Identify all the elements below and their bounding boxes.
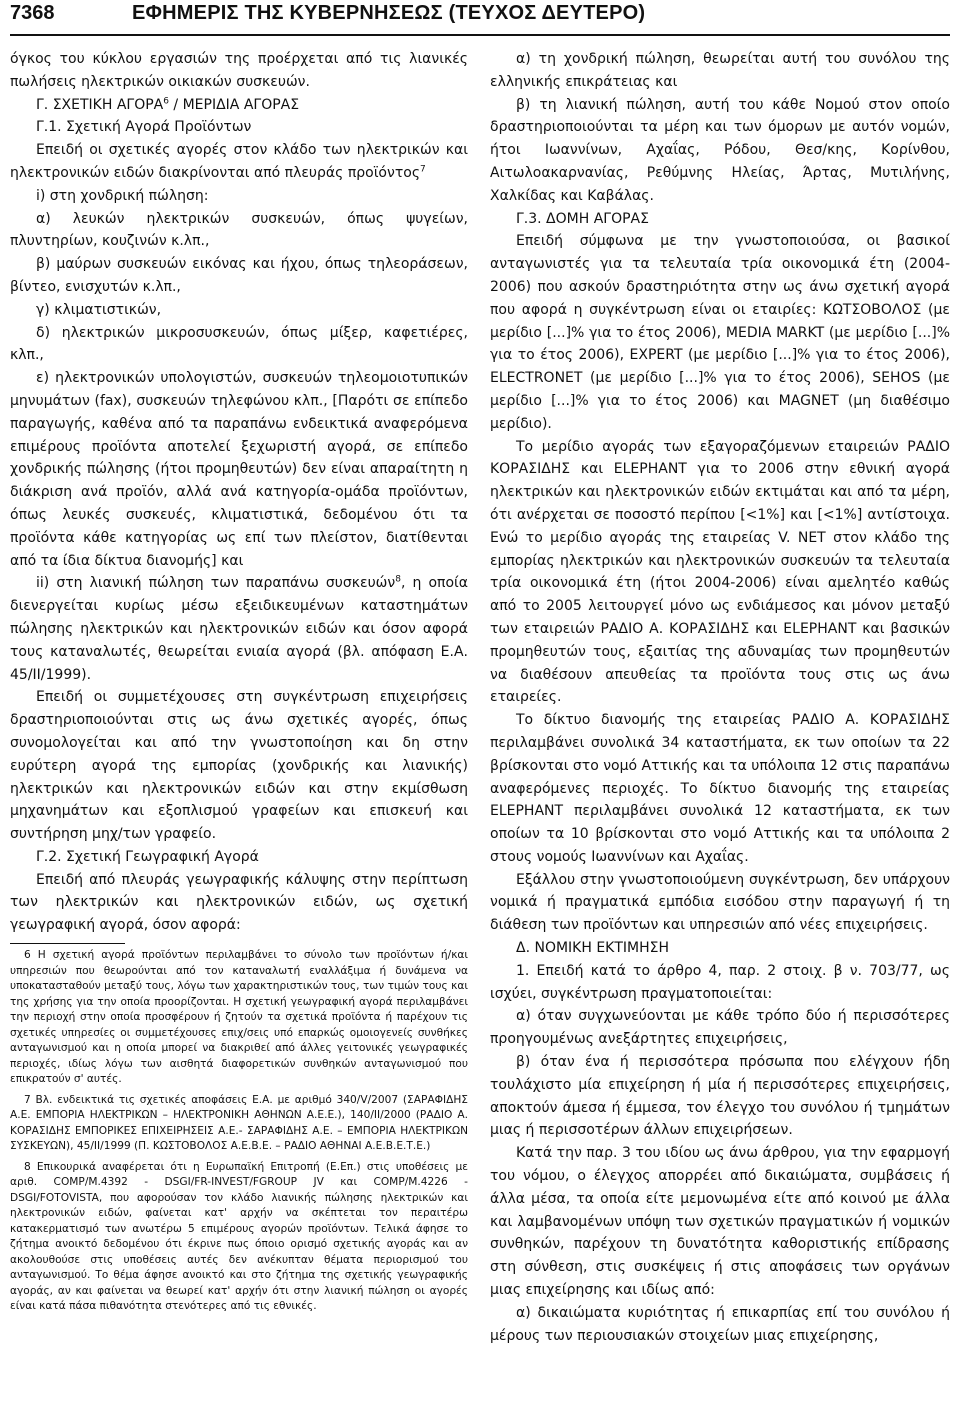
page-header [10,0,950,36]
section-heading: Δ. ΝΟΜΙΚΗ ΕΚΤΙΜΗΣΗ [516,940,670,957]
paragraph: 1. Επειδή κατά το άρθρο 4, παρ. 2 στοιχ. β ν. 703/77, ως ισχύει, συγκέντρωση πραγματοποιείται: [490,962,950,1002]
section-heading: Γ. ΣΧΕΤΙΚΗ ΑΓΟΡΑ$^6$ / ΜΕΡΙΔΙΑ ΑΓΟΡΑΣ [36,95,300,113]
list-item: δ) ηλεκτρικών μικροσυσκευών, όπως μίξερ, καφετιέρες, κλπ., [10,324,468,364]
footnote: 8 Επικουρικά αναφέρεται ότι η Ευρωπαϊκή Επιτροπή (Ε.Επ.) στις υποθέσεις με αριθ. COMP/M.4392 - DSGI/FR-INVEST/FGROUP JV και COMP/M.4226 - DSGI/FOTOVISTA, που αφορούσαν τον κλάδο λιανικής πώλησης ηλεκτρικών και ηλεκτρονικών ειδών, φαίνεται κατ' αρχήν να σκέπτεται τον περαιτέρω κατακερματισμό των ανωτέρω 5 επιμέρους αγορών προϊόντων. Τελικά άφησε το ζήτημα ανοικτό δεδομένου ότι έκρινε πως όποιο ορισμό σχετικής αγοράς και αν ακολουθούσε στις υποθέσεις αυτές δεν ανέκυπταν θέματα περιορισμού του ανταγωνισμού. Το θέμα άφησε ανοικτό και στο ζήτημα της σχετικής γεωγραφικής αγοράς, αν και φαίνεται να θεωρεί κατ' αρχήν ότι στην λιανική πώληση οι αγορές είναι κατά πάσα πιθανότητα στενότερες από τις εθνικές. [10,1160,468,1313]
footnote-ref: 7 [420,164,426,175]
list-item: α) δικαιώματα κυριότητας ή επικαρπίας επί του συνόλου ή μέρους των περιουσιακών στοιχείων μιας επιχείρησης, [490,1304,950,1344]
paragraph: Επειδή οι συμμετέχουσες στη συγκέντρωση επιχειρήσεις δραστηριοποιούνται στις ως άνω σχετικές αγορές, όπως συνομολογείται και από την γνωστοποίηση και δη στην ευρύτερη αγορά της εμπορίας (χονδρικής και λιανικής) ηλεκτρικών και ηλεκτρονικών ειδών και στην εκμίσθωση μηχανημάτων και εξοπλισμού γραφείων και επισκευή και συντήρηση μηχ/των γραφείο. [10,689,468,843]
left-column [10,48,468,1320]
list-item: ii) στη λιανική πώληση των παραπάνω συσκευών$^8$, η οποία διενεργείται κυρίως μέσω εξειδικευμένων καταστημάτων πώλησης ηλεκτρικών και ηλεκτρονικών ειδών και όσον αφορά τους καταναλωτές, θεωρείται ενιαία αγορά (βλ. απόφαση Ε.Α. 45/ΙΙ/1999). [10,574,468,683]
paragraph: Επειδή από πλευράς γεωγραφικής κάλυψης στην περίπτωση των ηλεκτρικών και ηλεκτρονικών ειδών, ως σχετική γεωγραφική αγορά, όσον αφορά: [10,871,468,934]
list-item: β) τη λιανική πώληση, αυτή του κάθε Νομού στον οποίο δραστηριοποιούνται τα μέρη και των όμορων με αυτόν νομών, ήτοι Ιωαννίνων, Αχαΐας, Ρόδου, Θεσ/κης, Κορίνθου, Αιτωλοακαρνανίας, Ρεθύμνης Ηλείας, Άρτας, Μυτιλήνης, Χαλκίδας και Καβάλας. [490,96,950,204]
right-column [490,48,950,1347]
footnote: 7 Βλ. ενδεικτικά τις σχετικές αποφάσεις Ε.Α. με αριθμό 340/V/2007 (ΣΑΡΑΦΙΔΗΣ Α.Ε. ΕΜΠΟΡΙΑ ΗΛΕΚΤΡΙΚΩΝ – ΗΛΕΚΤΡΟΝΙΚΗ ΑΘΗΝΩΝ Α.Ε.Ε.), 140/ΙΙ/2000 (ΡΑΔΙΟ Α. ΚΟΡΑΣΙΔΗΣ ΕΜΠΟΡΙΚΕΣ ΕΠΙΧΕΙΡΗΣΕΙΣ Α.Ε.- ΣΑΡΑΦΙΔΗΣ Α.Ε. – ΕΜΠΟΡΙΑ ΗΛΕΚΤΡΙΚΩΝ ΣΥΣΚΕΥΩΝ), 45/ΙΙ/1999 (Π. ΚΩΣΤΟΒΟΛΟΣ Α.Ε.Β.Ε. – ΡΑΔΙΟ ΑΘΗΝΑΙ Α.Ε.Β.Ε.Τ.Ε.) [10,1093,468,1153]
subsection-heading: Γ.1. Σχετική Αγορά Προϊόντων [36,119,252,136]
list-item: β) μαύρων συσκευών εικόνας και ήχου, όπως τηλεοράσεων, βίντεο, ενισχυτών κ.λπ., [10,256,468,295]
paragraph: Εξάλλου στην γνωστοποιούμενη συγκέντρωση, δεν υπάρχουν νομικά ή πραγματικά εμπόδια εισόδου στην παραγωγή ή τη διάθεση των προϊόντων και υπηρεσιών από νέες επιχειρήσεις. [490,871,950,934]
paragraph: Το μερίδιο αγοράς των εξαγοραζόμενων εταιρειών ΡΑΔΙΟ ΚΟΡΑΣΙΔΗΣ και ELEPHANT για το 2006 στην εθνική αγορά ηλεκτρικών και ηλεκτρονικών ειδών εκτιμάται και από τα μέρη, ότι ανέρχεται σε ποσοστό περίπου [<1%] και [<1%] αντίστοιχα. Ενώ το μερίδιο αγοράς της εταιρείας V. NET στον κλάδο της εμπορίας ηλεκτρικών και ηλεκτρονικών συσκευών τα τελευταία τρία οικονομικά έτη (ήτοι 2004-2006) είναι αμελητέο καθώς από το 2005 λειτουργεί μόνο ως ενδιάμεσος και μόνον μεταξύ των εταιρειών ΡΑΔΙΟ Α. ΚΟΡΑΣΙΔΗΣ και ELEPHANT και βασικών προμηθευτών τους, εξαιτίας της αδυναμίας των προμηθευτών να διαθέσουν απευθείας τα προϊόντα τους στις ως άνω εταιρείες. [490,438,950,706]
paragraph: Επειδή σύμφωνα με την γνωστοποιούσα, οι βασικοί ανταγωνιστές για τα τελευταία τρία οικονομικά έτη (2004-2006) που ασκούν δραστηριότητα στην ως άνω σχετική αγορά που αφορά η συγκέντρωση είναι οι εταιρίες: ΚΩΤΣΟΒΟΛΟΣ (με μερίδιο [...]% για το έτος 2006), MEDIA MARKT (με μερίδιο [...]% για το έτος 2006), EXPERT (με μερίδιο [...]% για το έτος 2006), ELECTRONET (με μερίδιο [...]% για το έτος 2006), SEHOS (με μερίδιο [...]% για το έτος 2006) και MAGNET (μη διαθέσιμο μερίδιο). [490,233,950,432]
list-item: γ) κλιματιστικών, [36,301,162,318]
paragraph: Επειδή οι σχετικές αγορές στον κλάδο των ηλεκτρικών και ηλεκτρονικών ειδών διακρίνονται από πλευράς προϊόντος$^7$ [10,142,468,181]
page-number: 7368 [10,2,55,24]
paragraph: Κατά την παρ. 3 του ιδίου ως άνω άρθρου, για την εφαρμογή του νόμου, ο έλεγχος απορρέει από δικαιώματα, συμβάσεις ή άλλα μέσα, τα οποία είτε μεμονωμένα είτε από κοινού με άλλα και λαμβανομένων υπόψη των σχετικών πραγματικών ή νομικών συνθηκών, παρέχουν τη δυνατότητα καθοριστικής επίδρασης στη σύνθεση, στις συσκέψεις ή στις αποφάσεις των οργάνων μιας επιχείρησης και ιδίως από: [490,1145,950,1299]
footnote: 6 Η σχετική αγορά προϊόντων περιλαμβάνει το σύνολο των προϊόντων ή/και υπηρεσιών που θεωρούνται από τον καταναλωτή εναλλάξιμα ή δυνάμενα να υποκατασταθούν μεταξύ τους, λόγω των χαρακτηριστικών τους, των τιμών τους και της χρήσης για την οποία προορίζονται. Η σχετική γεωγραφική αγορά περιλαμβάνει την περιοχή στην οποία προσφέρουν ή ζητούν τα σχετικά προϊόντα ή παρέχουν τις σχετικές υπηρεσίες οι συμμετέχουσες επιχ/σεις υπό επαρκώς ομοιογενείς συνθήκες ανταγωνισμού και η οποία μπορεί να διακριθεί από άλλες γειτονικές γεωγραφικές περιοχές, ιδίως λόγω των αισθητά διαφορετικών συνθηκών ανταγωνισμού που επικρατούν σ' αυτές. [10,949,468,1086]
list-item: β) όταν ένα ή περισσότερα πρόσωπα που ελέγχουν ήδη τουλάχιστο μία επιχείρηση ή μία ή περισσότερες επιχειρήσεις, αποκτούν άμεσα ή έμμεσα, τον έλεγχο του συνόλου ή τμημάτων μιας ή περισσοτέρων άλλων επιχειρήσεων. [490,1054,950,1139]
footnote-ref: 6 [163,95,169,106]
subsection-heading: Γ.2. Σχετική Γεωγραφική Αγορά [36,848,259,865]
list-item: α) τη χονδρική πώληση, θεωρείται αυτή του συνόλου της ελληνικής επικράτειας και [490,51,950,90]
gazette-title: ΕΦΗΜΕΡΙΣ ΤΗΣ ΚΥΒΕΡΝΗΣΕΩΣ (ΤΕΥΧΟΣ ΔΕΥΤΕΡΟ) [132,2,646,24]
paragraph: Το δίκτυο διανομής της εταιρείας ΡΑΔΙΟ Α. ΚΟΡΑΣΙΔΗΣ περιλαμβάνει συνολικά 34 καταστήματα, εκ των οποίων τα 22 βρίσκονται στο νομό Αττικής και τα υπόλοιπα 12 στις παραπάνω αναφερόμενες περιοχές. Το δίκτυο διανομής της εταιρείας ELEPHANT περιλαμβάνει συνολικά 12 καταστήματα, εκ των οποίων τα 10 βρίσκονται στο νομό Αττικής και τα υπόλοιπα 2 στους νομούς Ιωαννίνων και Αχαΐας. [490,712,951,865]
footnote-ref: 8 [395,574,401,585]
footnote-divider [10,943,125,944]
list-item: i) στη χονδρική πώληση: [36,187,209,204]
paragraph: όγκος του κύκλου εργασιών της προέρχεται από τις λιανικές πωλήσεις ηλεκτρικών οικιακών συσκευών. [10,51,468,90]
list-item: α) όταν συγχωνεύονται με κάθε τρόπο δύο ή περισσότερες προηγουμένως ανεξάρτητες επιχειρήσεις, [490,1008,950,1048]
section-heading: Γ.3. ΔΟΜΗ ΑΓΟΡΑΣ [516,210,649,227]
list-item: ε) ηλεκτρονικών υπολογιστών, συσκευών τηλεομοιοτυπικών μηνυμάτων (fax), συσκευών τηλεφώνου κλπ., [Παρότι σε επίπεδο παραγωγής, καθένα από τα παραπάνω ενδεικτικά αναφερόμενα επιμέρους προϊόντα αποτελεί ξεχωριστή αγορά, σε επίπεδο χονδρικής πώλησης (ήτοι προμηθευτών) δεν είναι απαραίτητη η διάκριση ανά προϊόν, αλλά ανά κατηγορία-ομάδα προϊόντων, όπως λευκές συσκευές, κλιματιστικά, δεδομένου ότι τα προϊόντα κάθε κατηγορίας ως επί των πλείστον, διατίθενται από τα ίδια δίκτυα διανομής] και [10,370,468,569]
list-item: α) λευκών ηλεκτρικών συσκευών, όπως ψυγείων, πλυντηρίων, κουζινών κ.λπ., [10,210,468,250]
